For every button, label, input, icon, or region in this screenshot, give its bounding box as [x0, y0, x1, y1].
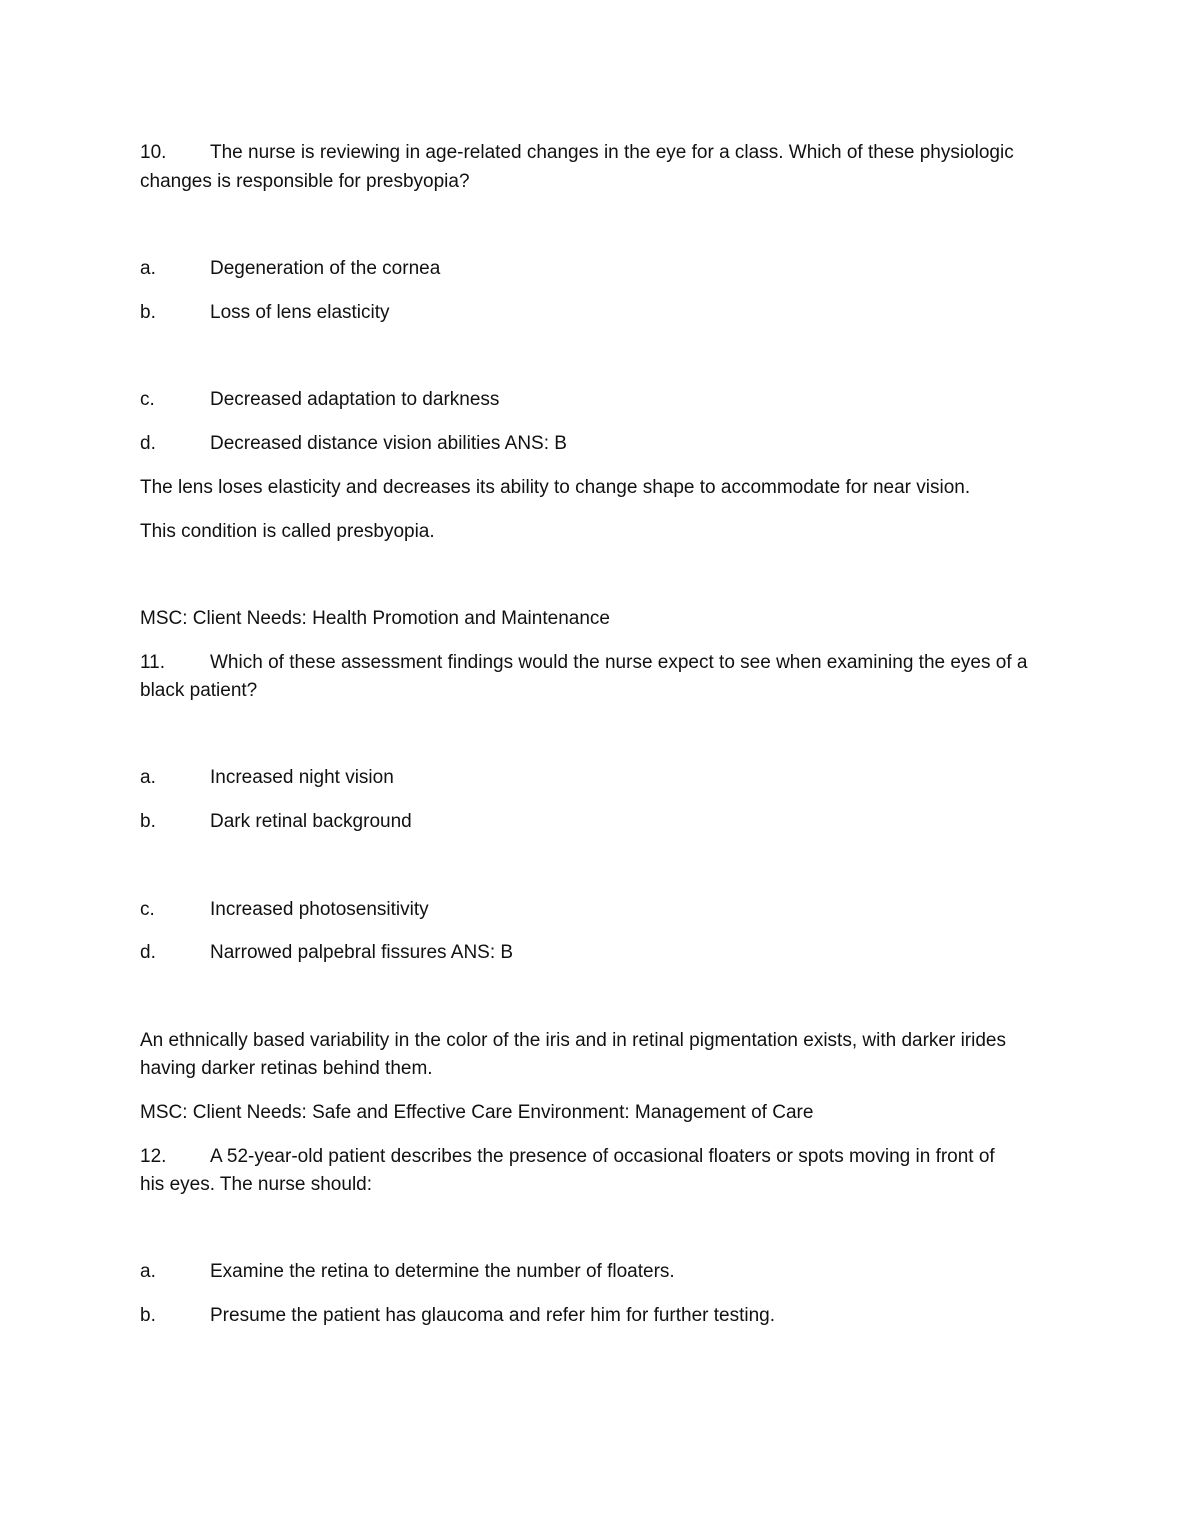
- question-10-stem-line2: changes is responsible for presbyopia?: [140, 171, 470, 192]
- option-text: Increased night vision: [210, 767, 394, 788]
- option-text: Loss of lens elasticity: [210, 302, 390, 323]
- question-text: The nurse is reviewing in age-related changes in the eye for a class. Which of these physiologic: [210, 142, 1014, 163]
- rationale-line: An ethnically based variability in the color of the iris and in retinal pigmentation exists, with darker irides: [140, 1030, 1006, 1051]
- option-text: Decreased adaptation to darkness: [210, 389, 500, 410]
- option-text: Narrowed palpebral fissures ANS: B: [210, 942, 514, 963]
- msc-line: MSC: Client Needs: Safe and Effective Care Environment: Management of Care: [140, 1102, 814, 1123]
- rationale-line: having darker retinas behind them.: [140, 1058, 433, 1079]
- option: [140, 299, 1060, 327]
- option: [140, 896, 1060, 924]
- option-letter: d.: [140, 942, 156, 963]
- question-10-stem-line1: [140, 139, 1060, 167]
- option: [140, 430, 1060, 458]
- option-letter: b.: [140, 811, 156, 832]
- option-letter: c.: [140, 389, 155, 410]
- option: [140, 1258, 1060, 1286]
- question-12-stem-line1: [140, 1143, 1060, 1171]
- option-letter: a.: [140, 258, 156, 279]
- option-text: Examine the retina to determine the number of floaters.: [210, 1261, 675, 1282]
- option-text: Degeneration of the cornea: [210, 258, 441, 279]
- question-11-stem-line2: black patient?: [140, 680, 258, 701]
- question-number: 11.: [140, 652, 166, 673]
- question-text: Which of these assessment findings would the nurse expect to see when examining the eyes of a: [210, 652, 1028, 673]
- option-letter: d.: [140, 433, 156, 454]
- question-12-stem-line2: his eyes. The nurse should:: [140, 1174, 373, 1195]
- option-text: Dark retinal background: [210, 811, 412, 832]
- option: [140, 764, 1060, 792]
- question-11-stem-line1: [140, 649, 1060, 677]
- rationale-line: This condition is called presbyopia.: [140, 521, 435, 542]
- option-letter: a.: [140, 1261, 156, 1282]
- option-letter: b.: [140, 302, 156, 323]
- question-number: 12.: [140, 1146, 167, 1167]
- rationale-line: The lens loses elasticity and decreases its ability to change shape to accommodate for near vision.: [140, 477, 971, 498]
- option-letter: b.: [140, 1305, 156, 1326]
- option-text: Decreased distance vision abilities ANS: B: [210, 433, 567, 454]
- option: [140, 386, 1060, 414]
- question-text: A 52-year-old patient describes the presence of occasional floaters or spots moving in front of: [210, 1146, 995, 1167]
- msc-line: MSC: Client Needs: Health Promotion and Maintenance: [140, 608, 610, 629]
- option: [140, 1302, 1060, 1330]
- option-text: Increased photosensitivity: [210, 899, 429, 920]
- option-letter: c.: [140, 899, 155, 920]
- option-text: Presume the patient has glaucoma and refer him for further testing.: [210, 1305, 776, 1326]
- option: [140, 255, 1060, 283]
- question-number: 10.: [140, 142, 167, 163]
- option: [140, 939, 1060, 967]
- option: [140, 808, 1060, 836]
- option-letter: a.: [140, 767, 156, 788]
